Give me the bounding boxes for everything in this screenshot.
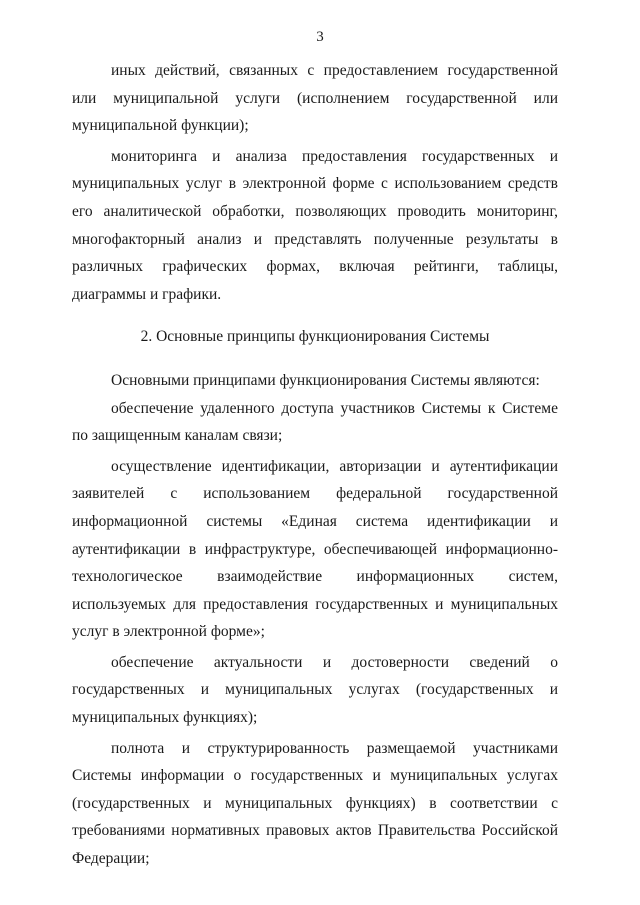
document-body [72,57,558,873]
section-heading: 2. Основные принципы функционирования Системы [140,328,490,346]
page-number: 3 [316,29,324,45]
paragraph: полнота и структурированность размещаемой участниками Системы информации о государственных и муниципальных услугах (государственных и муниципальных функциях) в соответствии с требованиями нормативных правовых актов Правительства Российской Федерации; [72,739,558,868]
paragraph: обеспечение актуальности и достоверности сведений о государственных и муниципальных услугах (государственных и муниципальных функциях); [72,653,558,727]
paragraph: мониторинга и анализа предоставления государственных и муниципальных услуг в электронной форме с использованием средств его аналитической обработки, позволяющих проводить мониторинг, многофакторный анализ и представлять полученные результаты в различных графических формах, включая рейтинги, таблицы, диаграммы и графики. [72,147,558,303]
paragraph: осуществление идентификации, авторизации и аутентификации заявителей с использованием федеральной государственной информационной системы «Единая система идентификации и аутентификации в инфраструктуре, обеспечивающей информационно-технологическое взаимодействие информационных систем, используемых для предоставления государственных и муниципальных услуг в электронной форме»; [72,457,558,641]
paragraph: иных действий, связанных с предоставлением государственной или муниципальной услуги (исполнением государственной или муниципальной функции); [72,62,558,135]
paragraph: Основными принципами функционирования Системы являются: [111,371,540,389]
paragraph: обеспечение удаленного доступа участников Системы к Системе по защищенным каналам связи; [72,399,558,445]
